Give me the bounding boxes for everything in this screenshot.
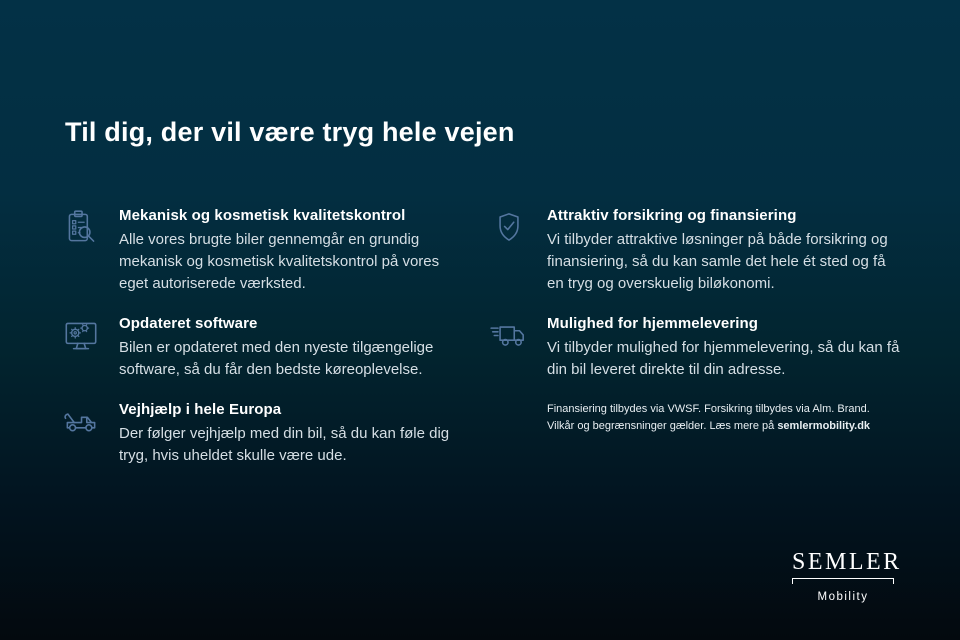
legal-line-2-text: Vilkår og begrænsninger gælder. Læs mere på [547, 420, 778, 432]
tow-truck-icon [60, 401, 102, 443]
legal-link[interactable]: semlermobility.dk [777, 420, 871, 432]
feature-body: Bilen er opdateret med den nyeste tilgængelige software, så du får den bedste køreoplevelse. [119, 339, 434, 378]
legal-line-2 [547, 418, 906, 435]
legal-line-1: Finansiering tilbydes via VWSF. Forsikring tilbydes via Alm. Brand. [547, 403, 870, 415]
semler-logo [792, 549, 902, 603]
feature-body: Der følger vejhjælp med din bil, så du kan føle dig tryg, hvis uheldet skulle være ude. [119, 425, 450, 464]
feature-home-delivery [488, 315, 906, 381]
legal-disclaimer [488, 401, 906, 435]
shield-check-icon [488, 207, 530, 249]
monitor-gears-icon [60, 315, 102, 357]
feature-insurance-financing [488, 207, 906, 295]
feature-column-left [60, 207, 460, 487]
feature-heading: Attraktiv forsikring og finansiering [547, 207, 797, 224]
logo-division-text: Mobility [817, 591, 869, 603]
feature-heading: Mulighed for hjemmelevering [547, 315, 759, 332]
feature-column-right [488, 207, 906, 435]
feature-heading: Vejhjælp i hele Europa [119, 401, 282, 418]
feature-heading: Opdateret software [119, 315, 258, 332]
feature-quality-control [60, 207, 460, 295]
logo-brand-text: SEMLER [792, 549, 902, 575]
feature-body: Alle vores brugte biler gennemgår en grundig mekanisk og kosmetisk kvalitetskontrol på vores eget autoriserede værksted. [119, 231, 440, 292]
clipboard-inspection-icon [60, 207, 102, 249]
delivery-truck-icon [488, 315, 530, 357]
feature-body: Vi tilbyder attraktive løsninger på både forsikring og finansiering, så du kan samle det hele ét sted og få en tryg og overskuelig biløkonomi. [547, 231, 888, 292]
feature-heading: Mekanisk og kosmetisk kvalitetskontrol [119, 207, 406, 224]
feature-roadside-assistance [60, 401, 460, 467]
feature-body: Vi tilbyder mulighed for hjemmelevering, så du kan få din bil leveret direkte til din adresse. [547, 339, 900, 378]
feature-updated-software [60, 315, 460, 381]
logo-underline [792, 578, 894, 584]
page-title: Til dig, der vil være tryg hele vejen [65, 117, 515, 147]
